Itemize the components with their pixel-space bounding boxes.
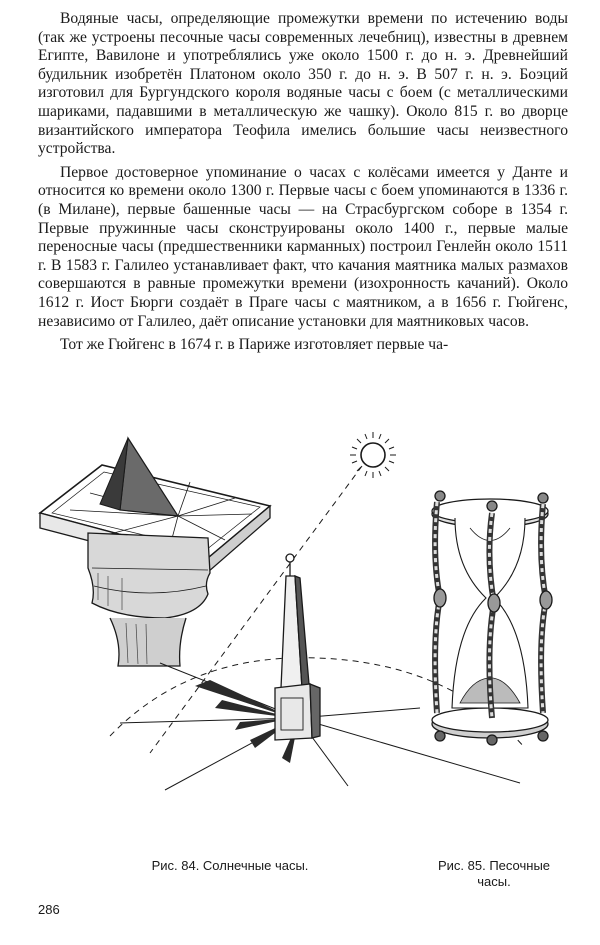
paragraph-huygens: Тот же Гюйгенс в 1674 г. в Париже изготовляет первые ча- [60,336,449,354]
pedestal-sundial [40,438,270,666]
hourglass-pillar-right [538,493,552,741]
paragraph-water-clocks: Водяные часы, определяющие промежутки времени по истечению воды (так же устроены песочные часы современных лечебниц), известны в древнем Египте, Вавилоне и употреблялись уже около 1500 г. до н. э. Древнейший будильник изобретён Платоном около 350 г. до н. э. В 507 г. н. э. Боэций изготовил для Бургундского короля водяные часы с боем (с металлическими шариками, падавшими в металлическую же чашку). Около 815 г. во дворце византийского императора Теофила имелись большие часы неизвестного устройства. [38,10,568,158]
paragraph-wheel-clocks: Первое достоверное упоминание о часах с колёсами имеется у Данте и относится ко времени около 1300 г. Первые часы с боем упоминаются в 1336 г. (в Милане), первые башенные часы — на Страсбургском соборе в 1354 г. Первые пружинные часы сконструированы около 1400 г., первые малые переносные часы (предшественники карманных) построил Генлейн около 1511 г. В 1583 г. Галилео устанавливает факт, что качания маятника малых размахов совершаются в равные промежутки времени (изохронность качаний). Около 1612 г. Иост Бюрги создаёт в Праге часы с маятником, а в 1656 г. Гюйгенс, независимо от Галилео, даёт описание установки для маятниковых часов. [38,163,568,330]
hourglass-pillar-left [434,491,446,741]
hourglass-caption: Рис. 85. Песочные часы. [437,858,551,889]
sundial-illustration [40,432,525,790]
figure-area [0,418,600,858]
page-number: 286 [38,902,60,917]
body-text [38,10,568,360]
sun-icon [350,432,396,478]
illustrations [0,418,600,858]
hourglass-illustration [432,491,552,745]
sundial-caption: Рис. 84. Солнечные часы. [151,858,309,873]
